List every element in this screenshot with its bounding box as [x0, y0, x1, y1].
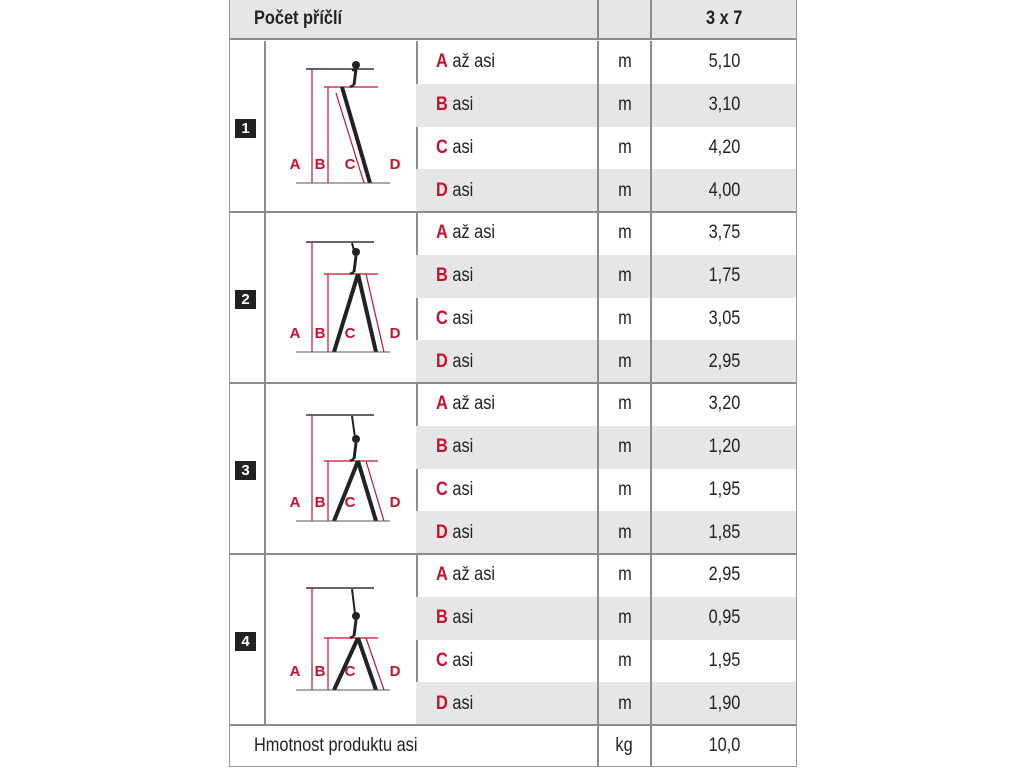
header-row — [230, 0, 796, 40]
measure-label: asi — [452, 265, 474, 287]
diagram-letter-d: D — [389, 325, 401, 342]
measure-unit: m — [617, 179, 632, 201]
measure-unit: m — [617, 94, 632, 116]
ladder-diagram-svg — [266, 212, 416, 383]
worker-head — [352, 61, 360, 69]
measure-row-d — [416, 682, 796, 725]
worker-arm — [352, 70, 356, 71]
measure-unit: m — [617, 265, 632, 287]
config-group-4 — [230, 554, 796, 725]
ladder-rail-right — [358, 461, 376, 521]
measure-letter: D — [436, 692, 448, 714]
measure-row-c — [416, 298, 796, 341]
ladder-diagram — [266, 41, 416, 212]
measure-label: asi — [452, 307, 474, 329]
ladder-diagram-svg — [266, 554, 416, 725]
measure-row-d — [416, 169, 796, 212]
diagram-letter-a: A — [289, 325, 301, 342]
measure-label: asi — [452, 521, 474, 543]
footer-row — [230, 724, 796, 766]
config-number-badge: 1 — [235, 119, 256, 138]
measure-value: 4,20 — [708, 136, 740, 158]
measure-label: asi — [452, 136, 474, 158]
measure-row-c — [416, 640, 796, 683]
diagram-letter-c: C — [344, 494, 356, 511]
measure-row-c — [416, 469, 796, 512]
measure-label: asi — [452, 649, 474, 671]
config-number-badge: 4 — [235, 632, 256, 651]
config-group-2 — [230, 212, 796, 383]
measure-unit: m — [617, 478, 632, 500]
measure-row-d — [416, 511, 796, 554]
measure-value: 3,10 — [708, 94, 740, 116]
footer-value: 10,0 — [708, 735, 740, 756]
measure-unit: m — [617, 607, 632, 629]
measure-row-b — [416, 84, 796, 127]
measure-unit: m — [617, 222, 632, 244]
measure-letter: B — [436, 265, 448, 287]
measure-label: až asi — [452, 393, 496, 415]
measure-value: 3,05 — [708, 307, 740, 329]
measure-unit: m — [617, 307, 632, 329]
measure-row-a — [416, 212, 796, 255]
measure-letter: B — [436, 607, 448, 629]
diagram-letter-d: D — [389, 494, 401, 511]
ladder-diagram — [266, 554, 416, 725]
diagram-letter-a: A — [289, 156, 301, 173]
measure-label: asi — [452, 94, 474, 116]
measure-unit: m — [617, 649, 632, 671]
measure-row-a — [416, 41, 796, 84]
measure-letter: C — [436, 478, 448, 500]
measure-value: 5,10 — [708, 51, 740, 73]
config-group-3 — [230, 383, 796, 554]
ladder-diagram-svg — [266, 383, 416, 554]
config-group-1 — [230, 41, 796, 212]
diagram-letter-c: C — [344, 325, 356, 342]
diagram-letter-a: A — [289, 494, 301, 511]
header-label: Počet příčlí — [254, 8, 343, 29]
footer-unit: kg — [615, 735, 634, 756]
measure-letter: A — [436, 222, 448, 244]
measure-value: 2,95 — [708, 350, 740, 372]
worker-body — [354, 443, 356, 459]
measure-label: asi — [452, 436, 474, 458]
measure-unit: m — [617, 436, 632, 458]
diagram-letter-c: C — [344, 663, 356, 680]
ladder-diagram — [266, 383, 416, 554]
measure-letter: B — [436, 436, 448, 458]
measure-letter: A — [436, 564, 448, 586]
diagram-letter-d: D — [389, 663, 401, 680]
measure-value: 3,75 — [708, 222, 740, 244]
measure-letter: B — [436, 94, 448, 116]
measure-row-d — [416, 340, 796, 383]
measure-value: 3,20 — [708, 393, 740, 415]
measure-letter: A — [436, 393, 448, 415]
measure-value: 2,95 — [708, 564, 740, 586]
measure-unit: m — [617, 136, 632, 158]
measure-value: 4,00 — [708, 179, 740, 201]
worker-body — [354, 620, 356, 636]
measure-label: asi — [452, 179, 474, 201]
diagram-letter-d: D — [389, 156, 401, 173]
measure-label: až asi — [452, 222, 496, 244]
measure-value: 1,85 — [708, 521, 740, 543]
measure-unit: m — [617, 521, 632, 543]
measure-value: 1,75 — [708, 265, 740, 287]
measure-letter: C — [436, 649, 448, 671]
measure-row-a — [416, 554, 796, 597]
measure-label: až asi — [452, 51, 496, 73]
measure-letter: C — [436, 307, 448, 329]
measure-row-c — [416, 127, 796, 170]
measure-letter: D — [436, 179, 448, 201]
diagram-letter-b: B — [314, 325, 326, 342]
measure-row-b — [416, 597, 796, 640]
measure-label: asi — [452, 350, 474, 372]
measure-letter: D — [436, 350, 448, 372]
diagram-letter-b: B — [314, 156, 326, 173]
measure-label: asi — [452, 478, 474, 500]
diagram-letter-b: B — [314, 494, 326, 511]
measure-row-b — [416, 426, 796, 469]
footer-label: Hmotnost produktu asi — [254, 735, 418, 756]
ladder-rail-right — [358, 638, 376, 690]
ladder-rail-left — [334, 461, 358, 521]
measure-letter: D — [436, 521, 448, 543]
diagram-letter-c: C — [344, 156, 356, 173]
ladder-spec-table — [229, 0, 797, 767]
header-value: 3 x 7 — [705, 8, 743, 29]
measure-letter: C — [436, 136, 448, 158]
measure-row-b — [416, 255, 796, 298]
measure-unit: m — [617, 564, 632, 586]
measure-value: 1,20 — [708, 436, 740, 458]
measure-unit: m — [617, 51, 632, 73]
measure-value: 1,95 — [708, 649, 740, 671]
measure-label: asi — [452, 692, 474, 714]
diagram-letter-a: A — [289, 663, 301, 680]
measure-row-a — [416, 383, 796, 426]
ladder-diagram-svg — [266, 41, 416, 212]
measure-label: až asi — [452, 564, 496, 586]
measure-letter: A — [436, 51, 448, 73]
measure-value: 1,95 — [708, 478, 740, 500]
measure-value: 1,90 — [708, 692, 740, 714]
diagram-letter-b: B — [314, 663, 326, 680]
measure-unit: m — [617, 393, 632, 415]
ladder-diagram — [266, 212, 416, 383]
measure-value: 0,95 — [708, 607, 740, 629]
measure-label: asi — [452, 607, 474, 629]
config-number-badge: 3 — [235, 461, 256, 480]
worker-body — [354, 256, 356, 272]
measure-unit: m — [617, 692, 632, 714]
config-number-badge: 2 — [235, 290, 256, 309]
measure-unit: m — [617, 350, 632, 372]
ladder-rail-right — [358, 274, 376, 352]
